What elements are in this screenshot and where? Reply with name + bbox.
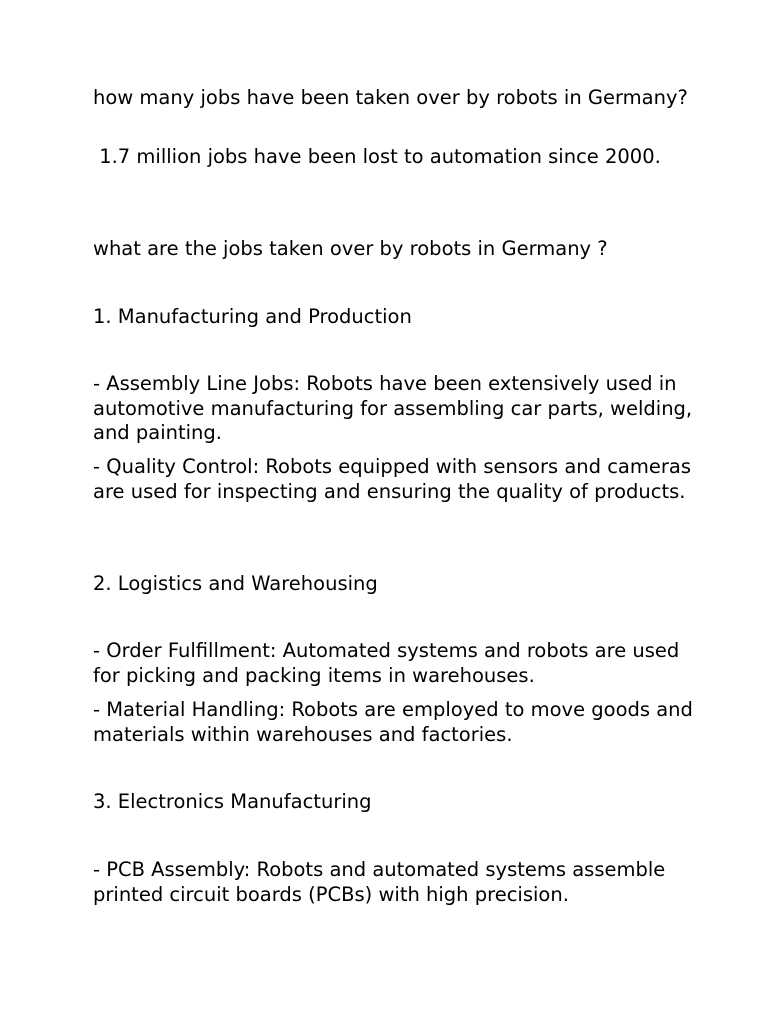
- section-heading-logistics: 2. Logistics and Warehousing: [93, 572, 378, 595]
- bullet-quality-control: - Quality Control: Robots equipped with sensors and cameras are used for inspecting and ensuring the quality of products.: [93, 455, 698, 503]
- bullet-order-fulfillment: - Order Fulfillment: Automated systems and robots are used for picking and packing items in warehouses.: [93, 639, 686, 687]
- section-heading-electronics: 3. Electronics Manufacturing: [93, 790, 372, 813]
- section-heading-manufacturing: 1. Manufacturing and Production: [93, 305, 412, 328]
- bullet-pcb-assembly: - PCB Assembly: Robots and automated systems assemble printed circuit boards (PCBs) with high precision.: [93, 858, 672, 906]
- question-how-many-jobs: how many jobs have been taken over by robots in Germany?: [93, 86, 688, 109]
- bullet-material-handling: - Material Handling: Robots are employed to move goods and materials within warehouses and factories.: [93, 698, 700, 746]
- answer-jobs-lost: 1.7 million jobs have been lost to automation since 2000.: [93, 145, 661, 168]
- question-which-jobs: what are the jobs taken over by robots in Germany ?: [93, 237, 608, 260]
- bullet-assembly-line-jobs: - Assembly Line Jobs: Robots have been extensively used in automotive manufacturing for assembling car parts, welding, and painting.: [93, 372, 699, 444]
